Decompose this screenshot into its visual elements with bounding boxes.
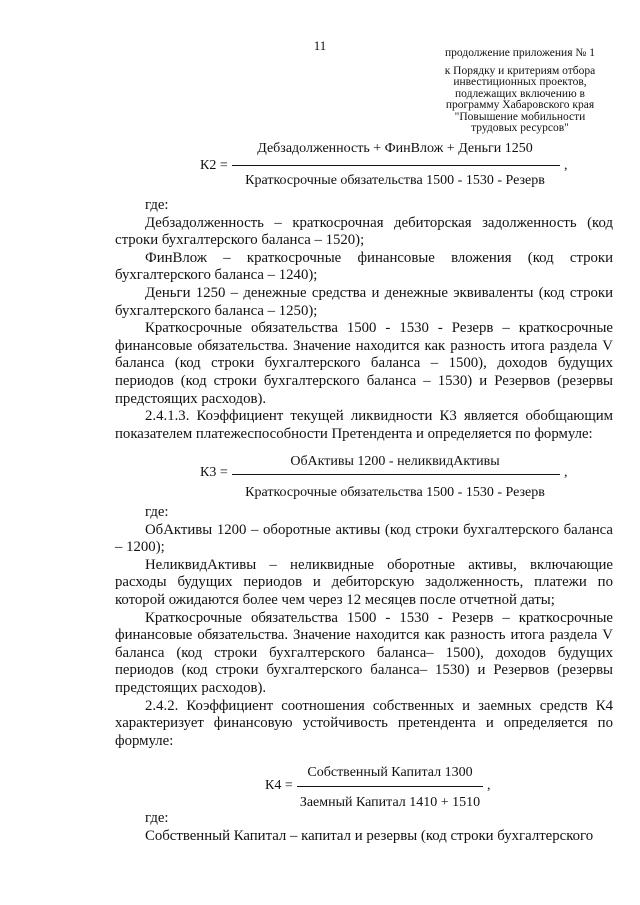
paragraph: Краткосрочные обязательства 1500 - 1530 - Резерв – краткосрочные финансовые обязательства. Значение находится как разность итога раздела V баланса (код строки бухгалтерского баланса– 1500), доходов будущих периодов (код строки бухгалтерского баланса– 1530) и Резервов (резервы предстоящих расходов). <box>115 609 613 696</box>
appendix-line: продолжение приложения № 1 <box>445 47 595 59</box>
body-section-3 <box>115 810 613 845</box>
paragraph: 2.4.1.3. Коэффициент текущей ликвидности К3 является обобщающим показателем платежеспособности Претендента и определяется по формуле: <box>115 408 613 442</box>
appendix-line: программу Хабаровского края <box>445 99 595 111</box>
formula-k4-numerator: Собственный Капитал 1300 <box>307 765 473 780</box>
paragraph: Краткосрочные обязательства 1500 - 1530 - Резерв – краткосрочные финансовые обязательства. Значение находится как разность итога раздела V баланса (код строки бухгалтерского баланса – 1500), доходов будущих периодов (код строки бухгалтерского баланса – 1530) и Резервов (резервы предстоящих расходов). <box>115 320 613 407</box>
formula-k2-denominator: Краткосрочные обязательства 1500 - 1530 - Резерв <box>245 173 545 188</box>
body-section-1 <box>115 197 613 443</box>
page-number: 11 <box>313 38 327 53</box>
body-section-2 <box>115 504 613 750</box>
appendix-header <box>420 48 620 135</box>
paragraph: Собственный Капитал – капитал и резервы (код строки бухгалтерского <box>145 827 594 844</box>
formula-k2-numerator: Дебзадолженность + ФинВлож + Деньги 1250 <box>257 141 533 156</box>
paragraph: где: <box>145 504 169 520</box>
paragraph: Дебзадолженность – краткосрочная дебиторская задолженность (код строки бухгалтерского баланса – 1520); <box>115 214 613 249</box>
formula-k3-fraction-bar <box>232 474 560 475</box>
paragraph: ОбАктивы 1200 – оборотные активы (код строки бухгалтерского баланса – 1200); <box>115 521 613 556</box>
appendix-line: подлежащих включению в <box>455 87 585 100</box>
formula-k3-lhs: К3 = <box>200 465 228 480</box>
formula-k3-denominator: Краткосрочные обязательства 1500 - 1530 - Резерв <box>245 485 545 500</box>
appendix-line: трудовых ресурсов" <box>471 122 569 134</box>
appendix-line: инвестиционных проектов, <box>453 76 587 88</box>
formula-k4-comma: , <box>487 778 491 793</box>
paragraph: ФинВлож – краткосрочные финансовые вложения (код строки бухгалтерского баланса – 1240); <box>115 249 613 284</box>
formula-k3-comma: , <box>564 465 568 480</box>
formula-k4-lhs: К4 = <box>265 778 293 793</box>
appendix-line: к Порядку и критериям отбора <box>444 64 596 77</box>
formula-k3-numerator: ОбАктивы 1200 - неликвидАктивы <box>290 454 500 469</box>
formula-k2-lhs: К2 = <box>200 158 228 173</box>
formula-k4-fraction-bar <box>297 786 483 787</box>
formula-k2-fraction-bar <box>232 165 560 166</box>
paragraph: 2.4.2. Коэффициент соотношения собственных и заемных средств К4 характеризует финансовую устойчивость претендента и определяется по формуле: <box>115 697 613 749</box>
paragraph: НеликвидАктивы – неликвидные оборотные активы, включающие расходы будущих периодов и дебиторскую задолженность, платежи по которой ожидаются более чем через 12 месяцев после отчетной даты; <box>115 556 613 608</box>
formula-k4-denominator: Заемный Капитал 1410 + 1510 <box>299 795 481 810</box>
paragraph: где: <box>145 810 169 826</box>
formula-k2-comma: , <box>564 158 568 173</box>
appendix-line: "Повышение мобильности <box>454 110 586 123</box>
paragraph: где: <box>145 197 169 213</box>
paragraph: Деньги 1250 – денежные средства и денежные эквиваленты (код строки бухгалтерского баланса – 1250); <box>115 284 613 319</box>
